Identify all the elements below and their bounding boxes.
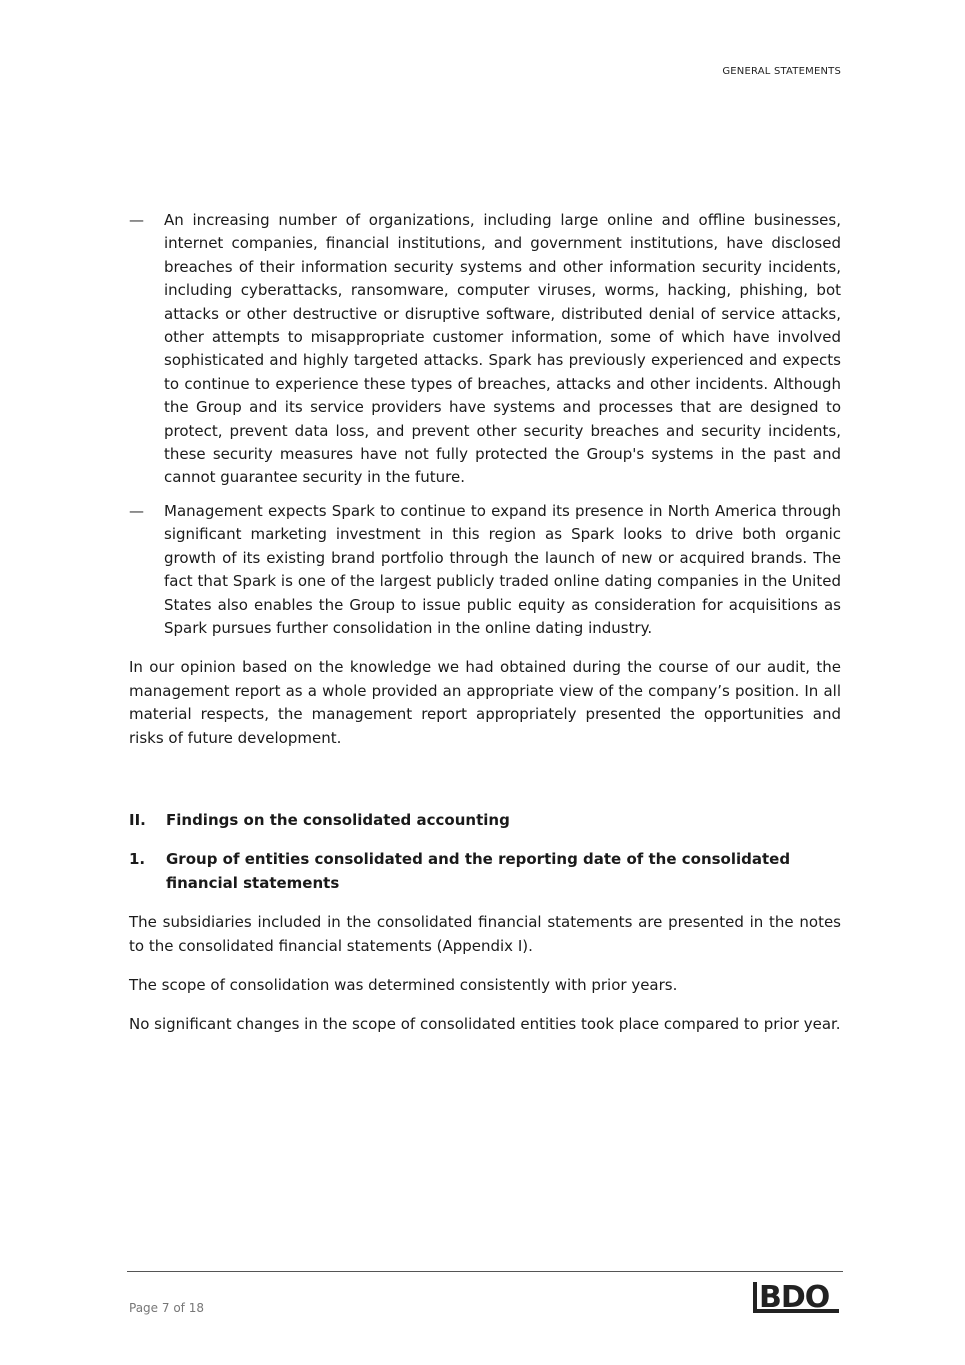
bullet-dash: — xyxy=(129,211,144,229)
bullet-item xyxy=(129,500,841,640)
document-body xyxy=(129,209,841,1053)
bdo-logo xyxy=(752,1280,840,1316)
bullet-text: An increasing number of organizations, including large online and offline businesses, internet companies, financial institutions, and government institutions, have disclosed breaches of their information security systems and other information security incidents, including cyberattacks, ransomware, computer viruses, worms, hacking, phishing, bot attacks or other destructive or disruptive software, distributed denial of service attacks, other attempts to misappropriate customer information, some of which have involved sophisticated and highly targeted attacks. Spark has previously experienced and expects to continue to experience these types of breaches, attacks and other incidents. Although the Group and its service providers have systems and processes that are designed to protect, prevent data loss, and prevent other security breaches and security incidents, these security measures have not fully protected the Group's systems in the past and cannot guarantee security in the future. xyxy=(164,211,841,487)
footer-divider xyxy=(127,1271,843,1272)
bullet-dash: — xyxy=(129,501,144,520)
subsection-heading xyxy=(129,848,841,895)
body-paragraph: The subsidiaries included in the consolidated financial statements are presented in the notes to the consolidated financial statements (Appendix I). xyxy=(129,913,841,955)
subsection-title: Group of entities consolidated and the reporting date of the consolidated financial statements xyxy=(166,850,791,892)
bullet-item xyxy=(129,209,841,490)
section-title: Findings on the consolidated accounting xyxy=(166,810,510,829)
section-number: II. xyxy=(129,810,146,829)
page-number: Page 7 of 18 xyxy=(129,1301,204,1315)
running-header: GENERAL STATEMENTS xyxy=(722,66,841,77)
opinion-paragraph: In our opinion based on the knowledge we had obtained during the course of our audit, the management report as a whole provided an appropriate view of the company’s position. In all material respects, the management report appropriately presented the opportunities and risks of future development. xyxy=(129,658,841,747)
subsection-number: 1. xyxy=(129,850,146,869)
body-paragraph: No significant changes in the scope of consolidated entities took place compared to prior year. xyxy=(129,1015,841,1034)
bdo-logo-text: BDO xyxy=(759,1280,830,1315)
bullet-text: Management expects Spark to continue to expand its presence in North America through significant marketing investment in this region as Spark looks to drive both organic growth of its existing brand portfolio through the launch of new or acquired brands. The fact that Spark is one of the largest publicly traded online dating companies in the United States also enables the Group to issue public equity as consideration for acquisitions as Spark pursues further consolidation in the online dating industry. xyxy=(164,501,841,637)
body-paragraph: The scope of consolidation was determined consistently with prior years. xyxy=(129,975,678,994)
section-heading xyxy=(129,809,841,832)
